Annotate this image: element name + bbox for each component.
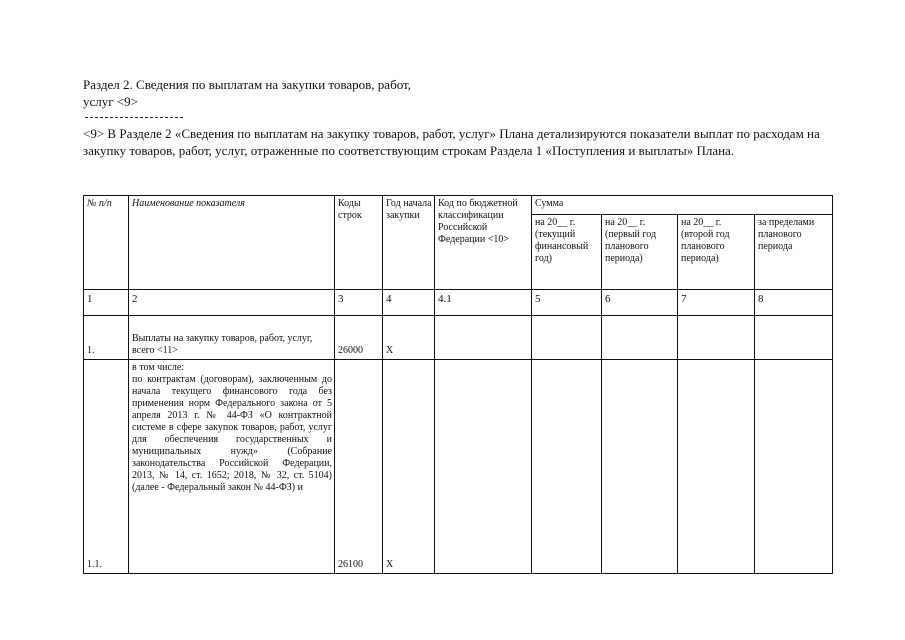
header-codes: Коды строк (335, 196, 383, 290)
row-code: 26000 (335, 316, 383, 360)
header-sum-first: на 20__ г. (первый год планового периода) (602, 215, 678, 290)
header-sum: Сумма (532, 196, 833, 215)
cell-empty (602, 316, 678, 360)
col-number: 4 (383, 290, 435, 316)
cell-empty (435, 360, 532, 574)
cell-empty (678, 316, 755, 360)
cell-empty (755, 360, 833, 574)
header-sum-second: на 20__ г. (второй год планового периода) (678, 215, 755, 290)
column-number-row (84, 290, 833, 316)
footnote-text: <9> В Разделе 2 «Сведения по выплатам на закупку товаров, работ, услуг» Плана детализируются показатели выплат по расходам на закупку товаров, работ, услуг, отраженные по соответствующим строкам Раздела 1 «Поступления и выплаты» Плана. (83, 126, 820, 158)
cell-empty (755, 316, 833, 360)
header-bk-code: Код по бюджетной классификации Российской Федерации <10> (435, 196, 532, 290)
section-title-line1: Раздел 2. Сведения по выплатам на закупки товаров, работ, (83, 77, 411, 92)
cell-empty (678, 360, 755, 574)
col-number: 8 (755, 290, 833, 316)
col-number: 3 (335, 290, 383, 316)
section-title-line2: услуг <9> (83, 94, 139, 109)
header-sum-beyond: за пределами планового периода (755, 215, 833, 290)
header-name: Наименование показателя (129, 196, 335, 290)
header-num: № п/п (84, 196, 129, 290)
footnote-separator (85, 117, 183, 118)
cell-empty (532, 360, 602, 574)
table-row (84, 360, 833, 574)
cell-empty (435, 316, 532, 360)
row-year: X (383, 316, 435, 360)
row-num: 1. (84, 316, 129, 360)
col-number: 1 (84, 290, 129, 316)
col-number: 6 (602, 290, 678, 316)
row-year: X (383, 360, 435, 574)
payments-table (83, 195, 833, 574)
cell-empty (532, 316, 602, 360)
col-number: 4.1 (435, 290, 532, 316)
row-code: 26100 (335, 360, 383, 574)
col-number: 5 (532, 290, 602, 316)
section-heading (83, 76, 411, 110)
row-name: Выплаты на закупку товаров, работ, услуг, всего <11> (129, 316, 335, 360)
row-name: в том числе: по контрактам (договорам), заключенным до начала текущего финансового года без применения норм Федерального закона от 5 апреля 2013 г. № 44-ФЗ «О контрактной системе в сфере закупок товаров, работ, услуг для обеспечения государственных и муниципальных нужд» (Собрание законодательства Российской Федерации, 2013, № 14, ст. 1652; 2018, № 32, ст. 5104) (далее - Федеральный закон № 44-ФЗ) и (129, 360, 335, 574)
col-number: 2 (129, 290, 335, 316)
header-sum-current: на 20__ г. (текущий финансовый год) (532, 215, 602, 290)
table-row (84, 316, 833, 360)
cell-empty (602, 360, 678, 574)
row-num: 1.1. (84, 360, 129, 574)
col-number: 7 (678, 290, 755, 316)
header-year: Год начала закупки (383, 196, 435, 290)
